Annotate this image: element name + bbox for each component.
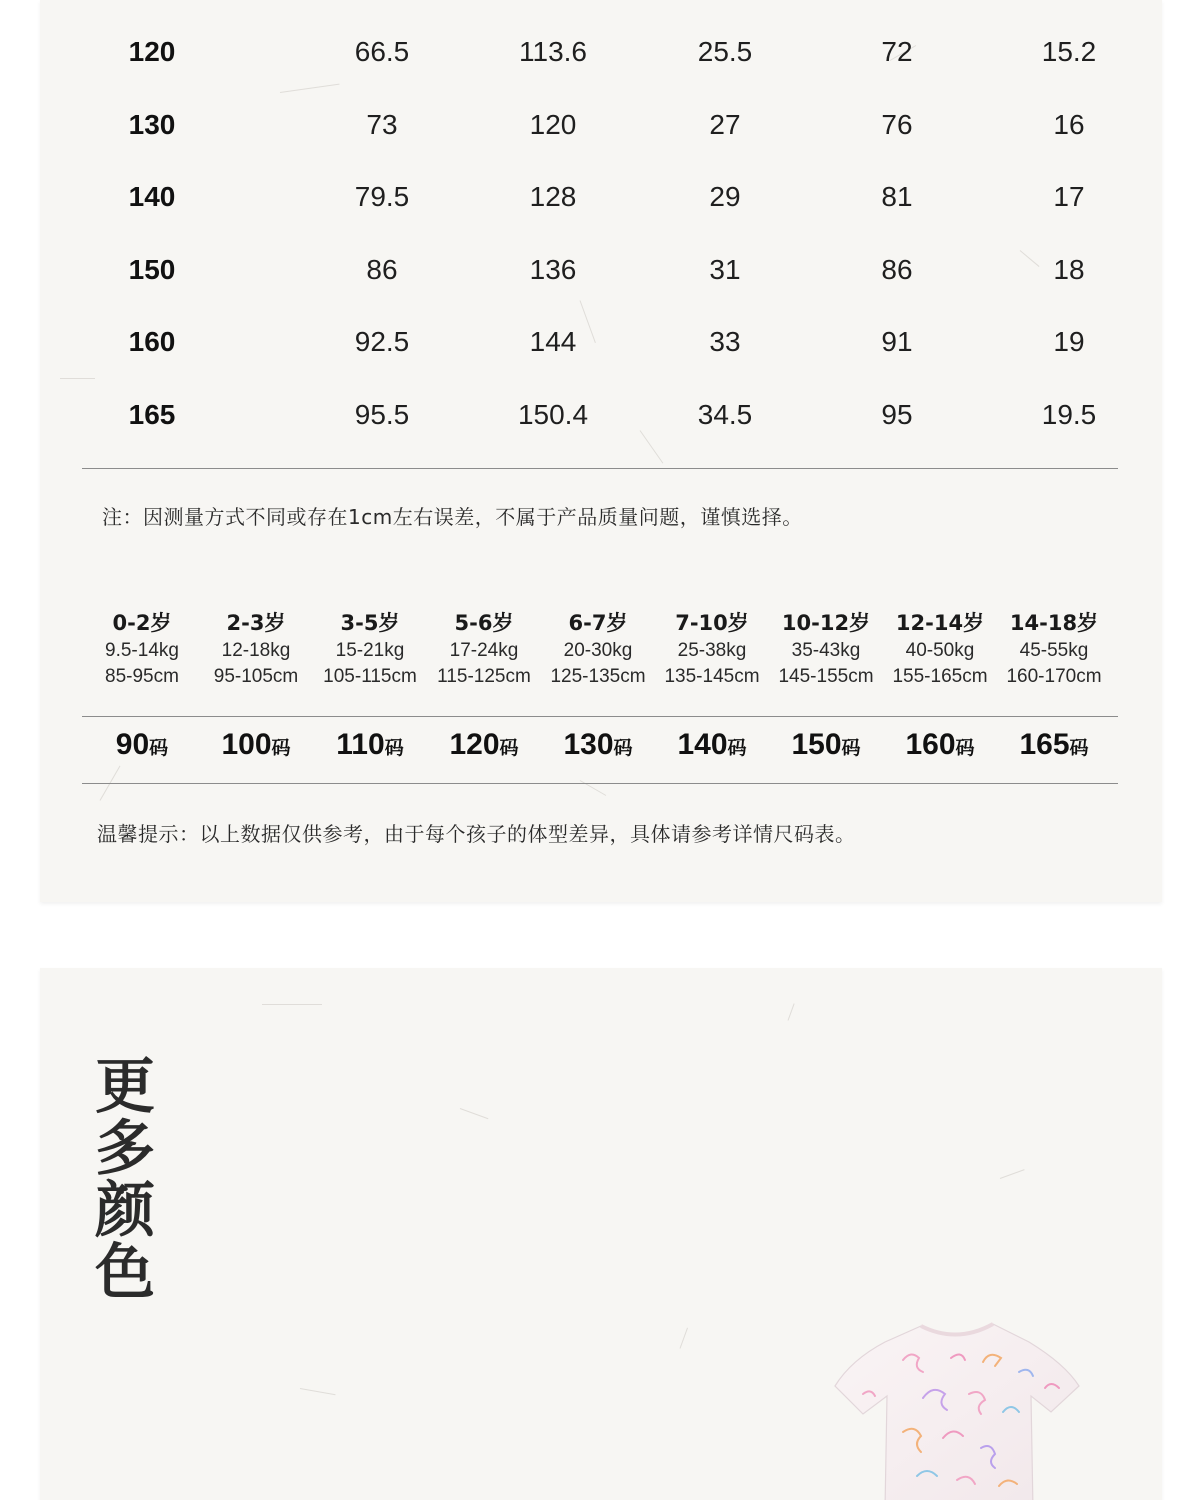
- value-cell: 33: [709, 326, 741, 357]
- size-code-unit: 码: [613, 737, 633, 759]
- title-char: 颜: [95, 1176, 155, 1246]
- title-char: 多: [95, 1114, 155, 1184]
- value-cell: 128: [529, 181, 577, 212]
- paper-fiber: [460, 1108, 489, 1119]
- weight-range: 35-43kg: [791, 640, 861, 661]
- age-range: 3-5岁: [340, 611, 400, 635]
- value-cell: 95.5: [354, 399, 410, 430]
- size-code-number: 100: [221, 728, 272, 761]
- height-range: 160-170cm: [1006, 666, 1102, 687]
- age-column: [313, 608, 427, 690]
- paper-fiber: [60, 378, 95, 379]
- height-range: 115-125cm: [437, 666, 531, 687]
- value-cell: 66.5: [354, 36, 410, 67]
- value-cell: 86: [881, 254, 913, 285]
- age-range: 6-7岁: [568, 611, 628, 635]
- table-row: [40, 177, 1162, 217]
- measurement-note: 注：因测量方式不同或存在1cm左右误差，不属于产品质量问题，谨慎选择。: [102, 505, 803, 529]
- value-cell: 19: [1053, 326, 1085, 357]
- tshirt-product-image: [833, 1320, 1083, 1500]
- size-code-unit: 码: [841, 737, 861, 759]
- size-code-number: 160: [905, 728, 956, 761]
- age-range: 5-6岁: [454, 611, 514, 635]
- size-code-unit: 码: [727, 737, 747, 759]
- height-range: 125-135cm: [550, 666, 646, 687]
- size-code: [85, 728, 199, 762]
- chart-divider-bottom: [82, 783, 1118, 784]
- weight-range: 9.5-14kg: [105, 640, 179, 661]
- age-range: 7-10岁: [675, 611, 749, 635]
- value-cell: 34.5: [697, 399, 753, 430]
- age-column: [883, 608, 997, 690]
- value-cell: 73: [366, 109, 398, 140]
- size-code-number: 150: [791, 728, 842, 761]
- size-code: [313, 728, 427, 762]
- age-column: [427, 608, 541, 690]
- value-cell: 95: [881, 399, 913, 430]
- value-cell: 15.2: [1041, 36, 1097, 67]
- age-range: 2-3岁: [226, 611, 286, 635]
- size-code-unit: 码: [955, 737, 975, 759]
- height-range: 95-105cm: [213, 666, 299, 687]
- value-cell: 72: [881, 36, 913, 67]
- size-code-number: 130: [563, 728, 614, 761]
- chart-divider-top: [82, 716, 1118, 717]
- value-cell: 29: [709, 181, 741, 212]
- size-cell: 150: [128, 254, 176, 285]
- size-code-number: 140: [677, 728, 728, 761]
- age-column: [199, 608, 313, 690]
- weight-range: 20-30kg: [563, 640, 633, 661]
- age-range: 10-12岁: [781, 611, 871, 635]
- value-cell: 16: [1053, 109, 1085, 140]
- size-code-number: 120: [449, 728, 500, 761]
- size-code-unit: 码: [384, 737, 404, 759]
- age-column: [85, 608, 199, 690]
- size-code: [541, 728, 655, 762]
- table-row: [40, 32, 1162, 72]
- reference-tip: 温馨提示：以上数据仅供参考，由于每个孩子的体型差异，具体请参考详情尺码表。: [97, 822, 856, 846]
- value-cell: 120: [529, 109, 577, 140]
- size-cell: 160: [128, 326, 176, 357]
- table-row: [40, 322, 1162, 362]
- value-cell: 144: [529, 326, 577, 357]
- age-range: 0-2岁: [112, 611, 172, 635]
- table-divider: [82, 468, 1118, 469]
- size-cell: 120: [128, 36, 176, 67]
- value-cell: 136: [529, 254, 577, 285]
- age-range: 12-14岁: [895, 611, 985, 635]
- size-cell: 130: [128, 109, 176, 140]
- paper-fiber: [280, 84, 340, 93]
- height-range: 85-95cm: [105, 666, 179, 687]
- size-code: [199, 728, 313, 762]
- value-cell: 25.5: [697, 36, 753, 67]
- weight-range: 25-38kg: [677, 640, 747, 661]
- weight-range: 40-50kg: [905, 640, 975, 661]
- value-cell: 76: [881, 109, 913, 140]
- size-cell: 140: [128, 181, 176, 212]
- size-code: [655, 728, 769, 762]
- value-cell: 79.5: [354, 181, 410, 212]
- size-code: [427, 728, 541, 762]
- more-colors-card: [40, 968, 1162, 1500]
- value-cell: 19.5: [1041, 399, 1097, 430]
- age-column: [769, 608, 883, 690]
- value-cell: 27: [709, 109, 741, 140]
- paper-fiber: [640, 430, 664, 463]
- paper-fiber: [300, 1388, 336, 1395]
- size-chart-card: [40, 0, 1162, 902]
- value-cell: 113.6: [519, 36, 587, 67]
- size-code-unit: 码: [271, 737, 291, 759]
- value-cell: 86: [366, 254, 398, 285]
- height-range: 155-165cm: [892, 666, 988, 687]
- table-row: [40, 395, 1162, 435]
- value-cell: 18: [1053, 254, 1085, 285]
- title-char: 更: [95, 1052, 155, 1122]
- value-cell: 17: [1053, 181, 1085, 212]
- weight-range: 15-21kg: [335, 640, 405, 661]
- value-cell: 81: [881, 181, 913, 212]
- paper-fiber: [788, 1003, 795, 1020]
- table-row: [40, 250, 1162, 290]
- paper-fiber: [1000, 1169, 1025, 1179]
- size-cell: 165: [128, 399, 176, 430]
- value-cell: 31: [709, 254, 741, 285]
- weight-range: 12-18kg: [221, 640, 291, 661]
- size-code: [883, 728, 997, 762]
- age-column: [655, 608, 769, 690]
- size-code-unit: 码: [149, 737, 169, 759]
- size-code-unit: 码: [499, 737, 519, 759]
- paper-fiber: [262, 1004, 322, 1005]
- age-range: 14-18岁: [1009, 611, 1099, 635]
- size-code-number: 90: [115, 728, 150, 761]
- weight-range: 17-24kg: [449, 640, 519, 661]
- weight-range: 45-55kg: [1019, 640, 1089, 661]
- height-range: 135-145cm: [664, 666, 760, 687]
- table-row: [40, 105, 1162, 145]
- paper-fiber: [680, 1328, 688, 1349]
- value-cell: 150.4: [517, 399, 589, 430]
- size-code-number: 110: [336, 728, 385, 761]
- size-code-unit: 码: [1069, 737, 1089, 759]
- size-code: [769, 728, 883, 762]
- size-code-number: 165: [1019, 728, 1070, 761]
- value-cell: 92.5: [354, 326, 410, 357]
- title-char: 色: [95, 1238, 155, 1308]
- value-cell: 91: [881, 326, 913, 357]
- height-range: 105-115cm: [323, 666, 417, 687]
- more-colors-title: [90, 1052, 160, 1308]
- age-column: [997, 608, 1111, 690]
- size-code: [997, 728, 1111, 762]
- age-column: [541, 608, 655, 690]
- height-range: 145-155cm: [778, 666, 874, 687]
